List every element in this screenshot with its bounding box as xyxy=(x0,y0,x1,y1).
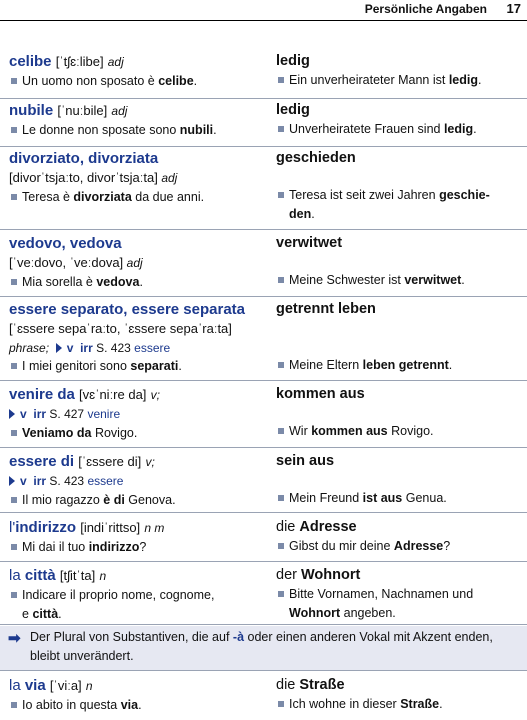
example-italian: Veniamo da Rovigo. xyxy=(9,424,271,443)
italian-column xyxy=(9,52,271,91)
bullet-square-icon xyxy=(278,277,284,283)
entry-celibe xyxy=(0,52,527,99)
grammar-note xyxy=(0,626,527,671)
bullet-square-icon xyxy=(278,192,284,198)
german-column xyxy=(276,566,521,622)
entry-essere-separato xyxy=(0,300,527,381)
section-title: Persönliche Angaben xyxy=(364,2,487,16)
italian-column xyxy=(9,149,271,206)
headword-german: getrennt leben xyxy=(276,301,376,317)
german-column xyxy=(276,518,521,556)
entry-venire-da xyxy=(0,385,527,448)
example-german: Meine Eltern leben getrennt. xyxy=(276,356,521,375)
example-italian: Mi dai il tuo indirizzo? xyxy=(9,538,271,557)
bullet-square-icon xyxy=(278,126,284,132)
italian-column xyxy=(9,300,271,376)
page-number: 17 xyxy=(506,1,521,16)
example-german: Bitte Vornamen, Nachnamen und Wohnort angeben. xyxy=(276,585,521,622)
entry-nubile xyxy=(0,101,527,147)
cross-reference[interactable]: v irr S. 427 venire xyxy=(9,405,271,424)
headword-german: der Wohnort xyxy=(276,567,361,583)
headword-italian: la città [tʃitˈta] n xyxy=(9,567,107,584)
headword-german: ledig xyxy=(276,53,310,69)
italian-column xyxy=(9,452,271,509)
arrow-right-icon: ➡ xyxy=(8,630,21,647)
phonetic-line: [ˈveːdovo, ˈveːdova] adj xyxy=(9,255,143,270)
headword-german: die Straße xyxy=(276,677,345,693)
italian-column xyxy=(9,234,271,291)
headword-italian: vedovo, vedova xyxy=(9,235,122,252)
bullet-square-icon xyxy=(11,279,17,285)
cross-reference[interactable]: phrase; v irr S. 423 essere xyxy=(9,340,171,355)
example-german: Teresa ist seit zwei Jahren geschie- den. xyxy=(276,186,521,223)
entry-essere-di xyxy=(0,452,527,513)
headword-italian: la via [ˈviːa] n xyxy=(9,677,93,694)
example-german: Unverheiratete Frauen sind ledig. xyxy=(276,120,521,139)
example-german: Meine Schwester ist verwitwet. xyxy=(276,271,521,290)
headword-italian: celibe [ˈtʃɛːlibe] adj xyxy=(9,53,124,70)
entry-citta xyxy=(0,566,527,625)
bullet-square-icon xyxy=(11,78,17,84)
example-italian: Io abito in questa via. xyxy=(9,696,271,715)
headword-italian: nubile [ˈnuːbile] adj xyxy=(9,102,128,119)
german-column xyxy=(276,52,521,90)
example-german: Gibst du mir deine Adresse? xyxy=(276,537,521,556)
german-column xyxy=(276,300,521,375)
phonetic-line: [divorˈtsjaːto, divorˈtsjaːta] adj xyxy=(9,170,178,185)
bullet-square-icon xyxy=(278,543,284,549)
entry-via xyxy=(0,676,527,718)
triangle-right-icon xyxy=(56,343,62,353)
bullet-square-icon xyxy=(11,592,17,598)
headword-german: ledig xyxy=(276,102,310,118)
cross-reference[interactable]: v irr S. 423 essere xyxy=(9,472,271,491)
bullet-square-icon xyxy=(11,702,17,708)
german-column xyxy=(276,676,521,714)
headword-italian: essere di [ˈɛssere di] v; xyxy=(9,453,155,470)
italian-column xyxy=(9,676,271,715)
headword-german: sein aus xyxy=(276,453,335,469)
bullet-square-icon xyxy=(11,194,17,200)
example-german: Ich wohne in dieser Straße. xyxy=(276,695,521,714)
example-italian: Le donne non sposate sono nubili. xyxy=(9,121,271,140)
italian-column xyxy=(9,101,271,140)
bullet-square-icon xyxy=(11,544,17,550)
headword-italian: venire da [vɛˈniːre da] v; xyxy=(9,386,160,403)
headword-german: die Adresse xyxy=(276,519,357,535)
bullet-square-icon xyxy=(278,428,284,434)
german-column xyxy=(276,452,521,508)
phonetic-line: [ˈɛssere sepaˈraːto, ˈɛssere sepaˈraːta] xyxy=(9,321,232,336)
example-italian: Mia sorella è vedova. xyxy=(9,273,271,292)
bullet-square-icon xyxy=(11,497,17,503)
note-text: Der Plural von Substantiven, die auf -à oder einen anderen Vokal mit Akzent enden, bleibt unverändert. xyxy=(30,630,493,663)
bullet-square-icon xyxy=(278,495,284,501)
example-german: Wir kommen aus Rovigo. xyxy=(276,422,521,441)
headword-german: kommen aus xyxy=(276,386,365,402)
bullet-square-icon xyxy=(278,77,284,83)
german-column xyxy=(276,385,521,441)
example-italian: Teresa è divorziata da due anni. xyxy=(9,188,271,207)
headword-italian: essere separato, essere separata xyxy=(9,301,246,318)
bullet-square-icon xyxy=(11,363,17,369)
german-column xyxy=(276,234,521,290)
german-column xyxy=(276,101,521,139)
italian-column xyxy=(9,518,271,557)
example-german: Ein unverheirateter Mann ist ledig. xyxy=(276,71,521,90)
headword-italian: divorziato, divorziata xyxy=(9,150,159,167)
example-italian: Indicare il proprio nome, cognome, e città. xyxy=(9,586,271,623)
italian-column xyxy=(9,385,271,442)
triangle-right-icon xyxy=(9,409,15,419)
example-italian: Un uomo non sposato è celibe. xyxy=(9,72,271,91)
bullet-square-icon xyxy=(11,430,17,436)
bullet-square-icon xyxy=(278,362,284,368)
page-header xyxy=(0,0,527,21)
triangle-right-icon xyxy=(9,476,15,486)
italian-column xyxy=(9,566,271,623)
entry-indirizzo xyxy=(0,518,527,562)
headword-italian: l'indirizzo [indiˈrittso] n m xyxy=(9,519,165,536)
german-column xyxy=(276,149,521,223)
headword-german: geschieden xyxy=(276,150,356,166)
example-italian: Il mio ragazzo è di Genova. xyxy=(9,491,271,510)
example-german: Mein Freund ist aus Genua. xyxy=(276,489,521,508)
entry-divorziato xyxy=(0,149,527,230)
example-italian: I miei genitori sono separati. xyxy=(9,357,271,376)
bullet-square-icon xyxy=(11,127,17,133)
bullet-square-icon xyxy=(278,701,284,707)
bullet-square-icon xyxy=(278,591,284,597)
entry-vedovo xyxy=(0,234,527,297)
headword-german: verwitwet xyxy=(276,235,343,251)
